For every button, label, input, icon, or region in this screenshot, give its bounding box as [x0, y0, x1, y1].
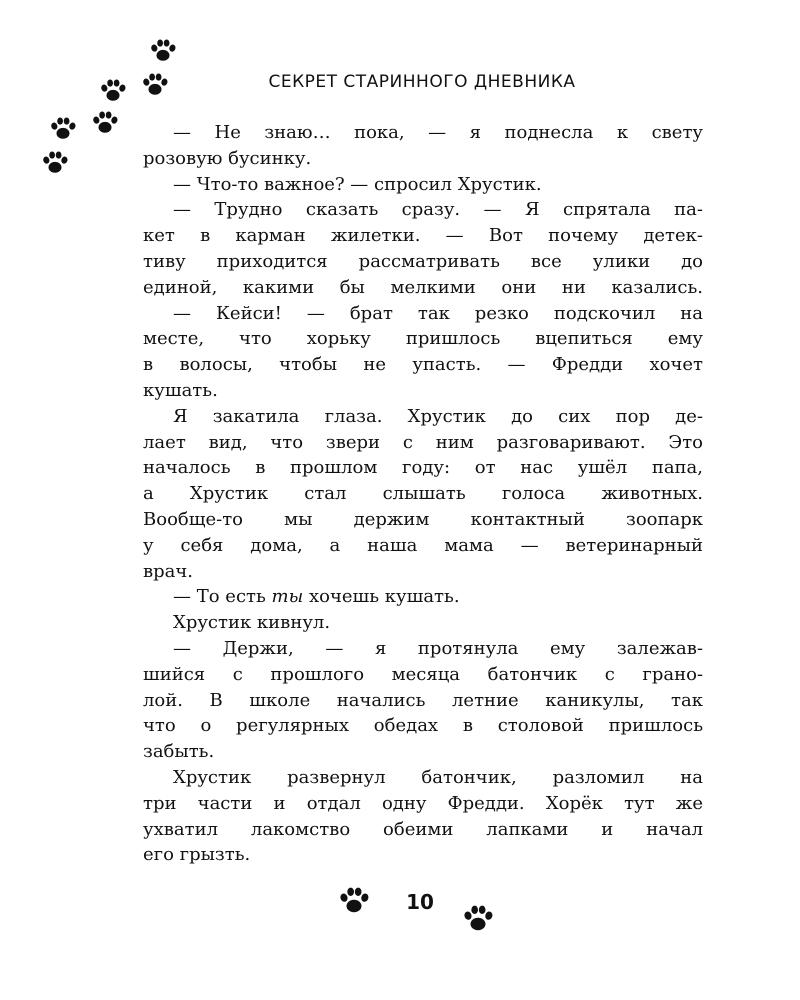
text-line: ухватил лакомство обеими лапками и начал — [143, 818, 703, 840]
text-line: лой. В школе начались летние каникулы, так — [143, 689, 703, 711]
running-header: СЕКРЕТ СТАРИННОГО ДНЕВНИКА — [268, 72, 576, 92]
text-line: — Трудно сказать сразу. — Я спрятала па- — [173, 199, 703, 221]
text-line: Я закатила глаза. Хрустик до сих пор де- — [173, 405, 703, 427]
text-line: забыть. — [143, 741, 215, 763]
body-text — [143, 120, 703, 868]
text-fragment: хочешь кушать. — [303, 586, 460, 608]
text-line: что о регулярных обедах в столовой пришлось — [143, 715, 703, 737]
paw-print-icon — [90, 110, 120, 136]
text-line: его грызть. — [143, 844, 251, 866]
paw-print-icon — [336, 886, 372, 916]
text-line: розовую бусинку. — [143, 147, 312, 169]
text-line: месте, что хорьку пришлось вцепиться ему — [143, 328, 703, 350]
text-line: — Кейси! — брат так резко подскочил на — [173, 302, 703, 324]
text-line: единой, какими бы мелкими они ни казались. — [143, 276, 703, 298]
paw-print-icon — [460, 904, 496, 934]
text-line: кет в карман жилетки. — Вот почему детек- — [143, 225, 703, 247]
page-number: 10 — [406, 890, 434, 914]
emphasized-word: ты — [271, 586, 304, 608]
text-line-emphasis — [143, 584, 703, 610]
text-line: Хрустик развернул батончик, разломил на — [173, 766, 703, 788]
text-line: кушать. — [143, 379, 218, 401]
text-line: Вообще-то мы держим контактный зоопарк — [143, 508, 703, 530]
text-line: — Держи, — я протянула ему залежав- — [173, 637, 703, 659]
paw-print-icon — [48, 116, 78, 142]
text-line: тиву приходится рассматривать все улики до — [143, 250, 703, 272]
text-line: — Что-то важное? — спросил Хрустик. — [173, 173, 542, 195]
text-fragment: — То есть — [173, 586, 272, 608]
text-line: у себя дома, а наша мама — ветеринарный — [143, 534, 703, 556]
text-line: началось в прошлом году: от нас ушёл папа, — [143, 457, 703, 479]
text-line: шийся с прошлого месяца батончик с грано- — [143, 663, 703, 685]
text-line: лает вид, что звери с ним разговаривают. Это — [143, 431, 703, 453]
text-line: а Хрустик стал слышать голоса животных. — [143, 483, 703, 505]
paw-print-icon — [40, 150, 70, 176]
text-line: три части и отдал одну Фредди. Хорёк тут же — [143, 792, 703, 814]
text-line: врач. — [143, 560, 194, 582]
paw-print-icon — [148, 38, 178, 64]
text-line: в волосы, чтобы не упасть. — Фредди хочет — [143, 354, 703, 376]
text-line: Хрустик кивнул. — [173, 612, 331, 634]
text-line: — Не знаю… пока, — я поднесла к свету — [173, 122, 703, 143]
